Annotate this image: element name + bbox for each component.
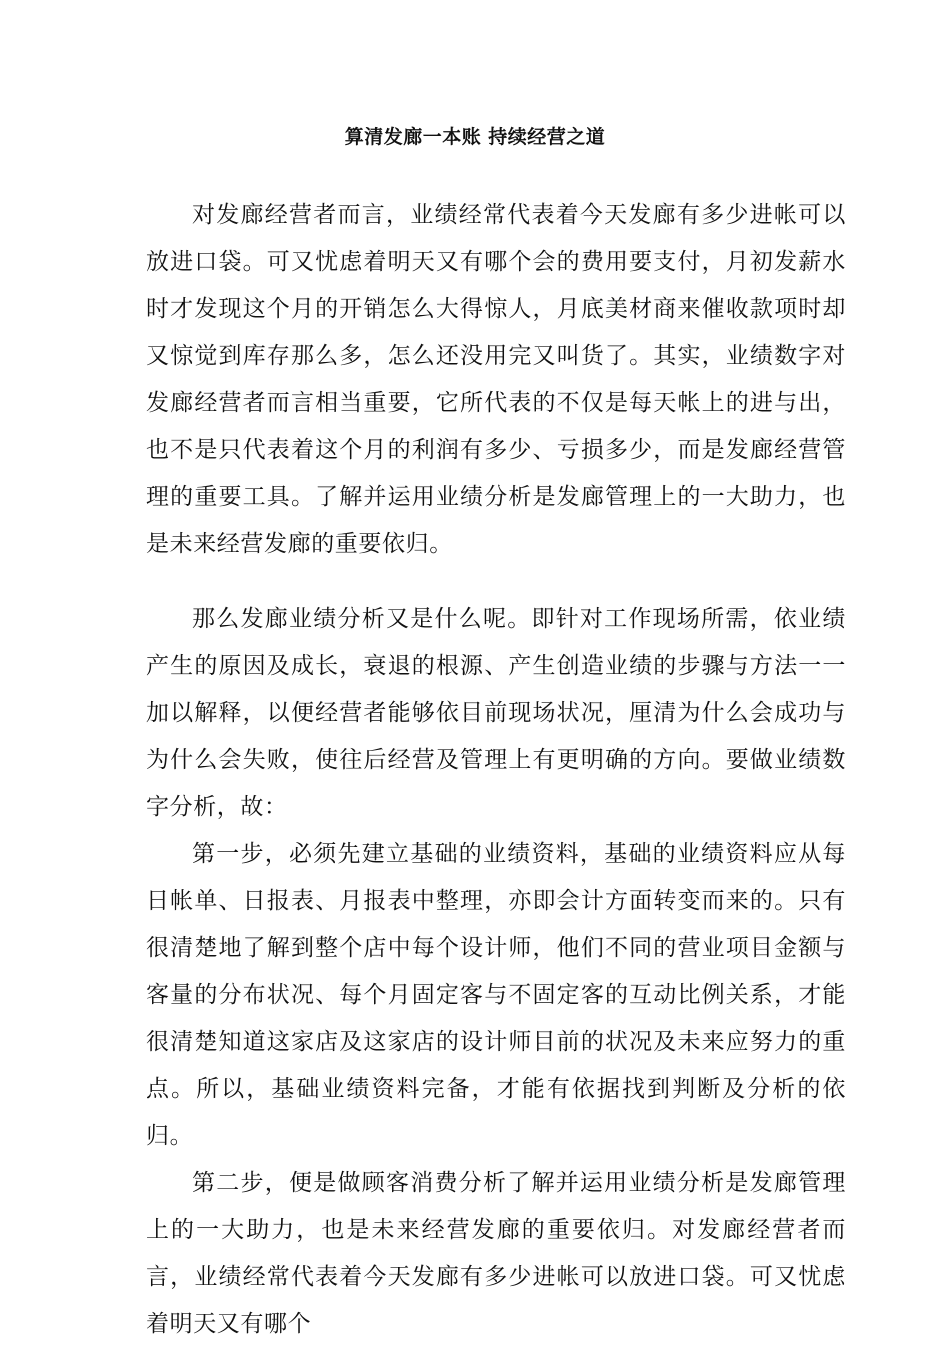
paragraph-intro: 对发廊经营者而言，业绩经常代表着今天发廊有多少进帐可以放进口袋。可又忧虑着明天又有哪个会的费用要支付，月初发薪水时才发现这个月的开销怎么大得惊人，月底美材商来催收款项时却又惊觉到库存那么多，怎么还没用完又叫货了。其实，业绩数字对发廊经营者而言相当重要，它所代表的不仅是每天帐上的进与出，也不是只代表着这个月的利润有多少、亏损多少，而是发廊经营管理的重要工具。了解并运用业绩分析是发廊管理上的一大助力，也是未来经营发廊的重要依归。 <box>146 202 846 557</box>
paragraph-step-one: 第一步，必须先建立基础的业绩资料，基础的业绩资料应从每日帐单、日报表、月报表中整理，亦即会计方面转变而来的。只有很清楚地了解到整个店中每个设计师，他们不同的营业项目金额与客量的分布状况、每个月固定客与不固定客的互动比例关系，才能很清楚知道这家店及这家店的设计师目前的状况及未来应努力的重点。所以，基础业绩资料完备，才能有依据找到判断及分析的依归。 <box>146 841 846 1149</box>
paragraph-step-two: 第二步，便是做顾客消费分析了解并运用业绩分析是发廊管理上的一大助力，也是未来经营发廊的重要依归。对发廊经营者而言，业绩经常代表着今天发廊有多少进帐可以放进口袋。可又忧虑着明天又有哪个 <box>146 1170 846 1337</box>
paragraph-analysis-definition: 那么发廊业绩分析又是什么呢。即针对工作现场所需，依业绩产生的原因及成长，衰退的根源、产生创造业绩的步骤与方法一一加以解释，以便经营者能够依目前现场状况，厘清为什么会成功与为什么会失败，使往后经营及管理上有更明确的方向。要做业绩数字分析，故： <box>146 606 846 820</box>
document-title: 算清发廊一本账 持续经营之道 <box>344 126 606 148</box>
document-body <box>146 192 846 1348</box>
